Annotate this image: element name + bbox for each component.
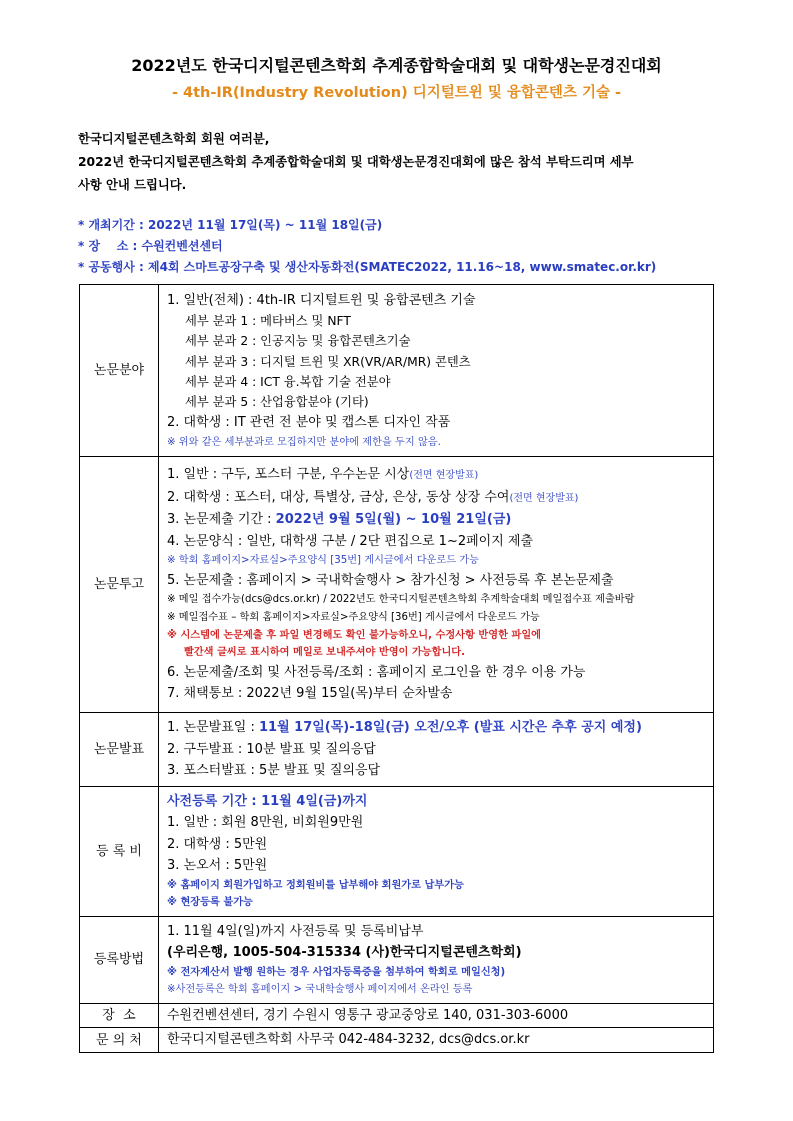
submit-note-template: ※ 학회 홈페이지>자료실>주요양식 [35번] 게시글에서 다운로드 가능 [167, 555, 479, 567]
present-date-label: 1. 논문발표일 : [167, 720, 259, 735]
submit-item-6: 6. 논문제출/조회 및 사전등록/조회 : 홈페이지 로그인을 한 경우 이용 가능 [167, 664, 586, 680]
field-sub-5: 세부 분과 5 : 산업융합분야 (기타) [185, 395, 369, 409]
fee-student: 2. 대학생 : 5만원 [167, 836, 268, 852]
method-note-online: ※사전등록은 학회 홈페이지 > 국내학술행사 페이지에서 온라인 등록 [167, 984, 473, 996]
row-place [80, 1003, 714, 1028]
submit-item-4: 4. 논문양식 : 일반, 대학생 구분 / 2단 편집으로 1~2페이지 제출 [167, 533, 534, 549]
submit-item-1-tag: (전면 현장발표) [409, 470, 479, 482]
info-period: * 개최기간 : 2022년 11월 17일(목) ~ 11월 18일(금) [78, 218, 383, 232]
fee-note-membership: ※ 홈페이지 회원가입하고 정회원비를 납부해야 회원가로 납부가능 [167, 879, 464, 891]
field-sub-4: 세부 분과 4 : ICT 융.복합 기술 전분야 [185, 374, 391, 389]
present-item-1 [167, 717, 713, 739]
row-content-registration-fee [159, 786, 714, 916]
present-item-2: 2. 구두발표 : 10분 발표 및 질의응답 [167, 741, 376, 757]
field-sub-1: 세부 분과 1 : 메타버스 및 NFT [185, 314, 351, 329]
submit-item-2-tag: (전면 현장발표) [509, 492, 579, 504]
field-sub-3: 세부 분과 3 : 디지털 트윈 및 XR(VR/AR/MR) 콘텐츠 [185, 354, 471, 369]
submit-item-3 [167, 509, 713, 531]
submit-item-7: 7. 채택통보 : 2022년 9월 15일(목)부터 순차발송 [167, 686, 453, 702]
document-title: 2022년도 한국디지털콘텐츠학회 추계종합학술대회 및 대학생논문경진대회 [131, 56, 662, 75]
document-subtitle: - 4th-IR(Industry Revolution) 디지털트윈 및 융합콘텐츠 기술 - [171, 85, 622, 101]
fee-note-no-onsite: ※ 현장등록 불가능 [167, 897, 253, 909]
fee-prereg-period: 사전등록 기간 : 11월 4일(금)까지 [167, 793, 368, 809]
row-registration-fee [80, 786, 714, 916]
submit-period-date: 2022년 9월 5일(월) ~ 10월 21일(금) [275, 512, 512, 528]
method-bank-account: (우리은행, 1005-504-315334 (사)한국디지털콘텐츠학회) [167, 945, 522, 961]
submit-item-5: 5. 논문제출 : 홈페이지 > 국내학술행사 > 참가신청 > 사전등록 후 본논문제출 [167, 572, 614, 588]
info-joint-event: * 공동행사 : 제4회 스마트공장구축 및 생산자동화전(SMATEC2022, 11.16~18, www.smatec.or.kr) [78, 260, 657, 274]
row-label-registration-fee: 등 록 비 [80, 786, 159, 916]
present-date: 11월 17일(목)-18일(금) 오전/오후 (발표 시간은 추후 공지 예정) [258, 720, 642, 735]
row-label-paper-submission: 논문투고 [80, 457, 159, 713]
row-label-paper-field: 논문분야 [80, 285, 159, 457]
field-sub-2: 세부 분과 2 : 인공지능 및 융합콘텐츠기술 [185, 334, 411, 349]
method-note-invoice: ※ 전자계산서 발행 원하는 경우 사업자등록증을 첨부하여 학회로 메일신청) [167, 966, 506, 978]
field-general: 1. 일반(전체) : 4th-IR 디지털트윈 및 융합콘텐츠 기술 [167, 292, 476, 308]
row-registration-method [80, 916, 714, 1003]
row-label-registration-method: 등록방법 [80, 916, 159, 1003]
submit-item-2 [167, 487, 713, 510]
row-label-place: 장 소 [80, 1003, 159, 1028]
submit-item-2-text: 2. 대학생 : 포스터, 대상, 특별상, 금상, 은상, 동상 상장 수여 [167, 489, 510, 505]
present-item-3: 3. 포스터발표 : 5분 발표 및 질의응답 [167, 763, 381, 778]
fee-general: 1. 일반 : 회원 8만원, 비회원9만원 [167, 815, 364, 830]
place-address: 수원컨벤션센터, 경기 수원시 영통구 광교중앙로 140, 031-303-6000 [167, 1007, 569, 1023]
greeting-line-2: 2022년 한국디지털콘텐츠학회 추계종합학술대회 및 대학생논문경진대회에 많은 참석 부탁드리며 세부 [78, 155, 634, 169]
row-content-paper-presentation [159, 713, 714, 787]
submit-period-label: 3. 논문제출 기간 : [167, 512, 276, 528]
submit-warning-line-1: ※ 시스템에 논문제출 후 파일 변경해도 확인 불가능하오니, 수정사항 반영한 파일에 [167, 629, 541, 641]
row-paper-field [80, 285, 714, 457]
info-table [79, 284, 714, 1053]
info-venue: * 장 소 : 수원컨벤션센터 [78, 239, 223, 253]
row-contact [80, 1028, 714, 1053]
row-label-paper-presentation: 논문발표 [80, 713, 159, 787]
row-content-registration-method [159, 916, 714, 1003]
greeting-line-1: 한국디지털콘텐츠학회 회원 여러분, [78, 132, 270, 146]
row-paper-presentation [80, 713, 714, 787]
method-item-1: 1. 11월 4일(일)까지 사전등록 및 등록비납부 [167, 923, 424, 939]
submit-note-email: ※ 메일 접수가능(dcs@dcs.or.kr) / 2022년도 한국디지털콘텐츠학회 추계학술대회 메일접수표 제출바람 [167, 594, 635, 606]
field-note: ※ 위와 같은 세부분과로 모집하지만 분야에 제한을 두지 않음. [167, 436, 441, 448]
submit-warning-line-2: 빨간색 글씨로 표시하여 메일로 보내주셔야 반영이 가능합니다. [184, 647, 466, 659]
greeting-line-3: 사항 안내 드립니다. [78, 178, 187, 192]
contact-info: 한국디지털콘텐츠학회 사무국 042-484-3232, dcs@dcs.or.kr [167, 1032, 530, 1048]
row-content-paper-submission [159, 457, 714, 713]
row-label-contact: 문 의 처 [80, 1028, 159, 1053]
row-content-contact [159, 1028, 714, 1053]
row-content-place [159, 1003, 714, 1028]
submit-item-1 [167, 464, 713, 487]
row-content-paper-field [159, 285, 714, 457]
row-paper-submission [80, 457, 714, 713]
field-student: 2. 대학생 : IT 관련 전 분야 및 캡스톤 디자인 작품 [167, 415, 451, 431]
fee-author: 3. 논오서 : 5만원 [167, 858, 268, 873]
submit-item-1-text: 1. 일반 : 구두, 포스터 구분, 우수논문 시상 [167, 467, 410, 483]
submit-note-email-form: ※ 메일접수표 – 학회 홈페이지>자료실>주요양식 [36번] 게시글에서 다운로드 가능 [167, 611, 540, 623]
